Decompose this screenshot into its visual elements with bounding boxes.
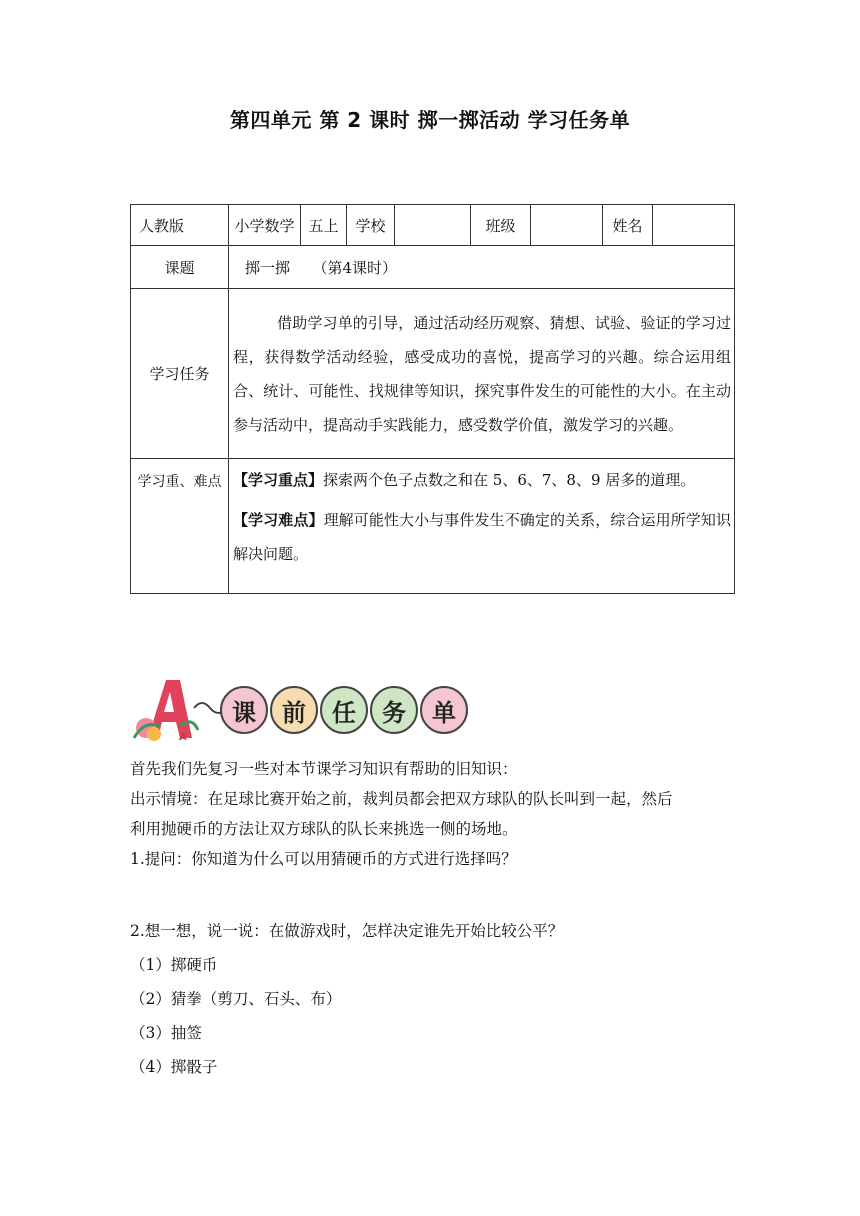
name-label: 姓名	[603, 205, 653, 246]
banner-char-4: 务	[370, 686, 418, 734]
task-label: 学习任务	[131, 289, 229, 459]
banner-char-5: 单	[420, 686, 468, 734]
pre-class-task-banner	[130, 676, 470, 746]
body-section	[130, 754, 750, 874]
class-label: 班级	[471, 205, 531, 246]
difficulty-tag: 【学习难点】	[233, 511, 324, 529]
scenario-line-2: 利用抛硬币的方法让双方球队的队长来挑选一侧的场地。	[130, 820, 518, 838]
question-1: 1.提问：你知道为什么可以用猜硬币的方式进行选择吗？	[130, 850, 517, 868]
banner-char-2: 前	[270, 686, 318, 734]
info-table	[130, 204, 735, 594]
difficulty-text: 理解可能性大小与事件发生不确定的关系，综合运用所学知识解决问题。	[233, 511, 731, 563]
option-item: （1）掷硬币	[130, 956, 218, 974]
topic-label: 课题	[131, 246, 229, 289]
scenario-line-1: 出示情境：在足球比赛开始之前，裁判员都会把双方球队的队长叫到一起，然后	[130, 790, 673, 808]
task-text: 借助学习单的引导，通过活动经历观察、猜想、试验、验证的学习过程，获得数学活动经验，感受成功的喜悦，提高学习的兴趣。综合运用组合、统计、可能性、找规律等知识，探究事件发生的可能性的大小。在主动参与活动中，提高动手实践能力，感受数学价值，激发学习的兴趣。	[233, 313, 731, 434]
letter-a-logo	[130, 676, 200, 746]
key-point-text: 探索两个色子点数之和在 5、6、7、8、9 居多的道理。	[323, 471, 696, 489]
page-title: 第四单元 第 2 课时 掷一掷活动 学习任务单	[229, 108, 631, 132]
name-field[interactable]	[653, 205, 735, 246]
edition-cell: 人教版	[131, 205, 229, 246]
grade-cell: 五上	[301, 205, 347, 246]
banner-letter: A	[179, 732, 187, 743]
focus-cell	[229, 459, 735, 594]
banner-char-1: 课	[220, 686, 268, 734]
class-field[interactable]	[531, 205, 603, 246]
focus-label: 学习重、难点	[131, 459, 229, 594]
subject-cell: 小学数学	[229, 205, 301, 246]
options-section	[130, 916, 750, 1082]
topic-value: 掷一掷 （第4课时）	[229, 246, 735, 289]
school-label: 学校	[347, 205, 395, 246]
option-item: （3）抽签	[130, 1024, 202, 1042]
banner-char-3: 任	[320, 686, 368, 734]
task-cell	[229, 289, 735, 459]
option-item: （2）猜拳（剪刀、石头、布）	[130, 990, 342, 1008]
option-item: （4）掷骰子	[130, 1058, 218, 1076]
question-2: 2.想一想，说一说：在做游戏时，怎样决定谁先开始比较公平？	[130, 922, 564, 940]
intro-text: 首先我们先复习一些对本节课学习知识有帮助的旧知识：	[130, 760, 518, 778]
key-point-tag: 【学习重点】	[233, 471, 324, 489]
school-field[interactable]	[395, 205, 471, 246]
